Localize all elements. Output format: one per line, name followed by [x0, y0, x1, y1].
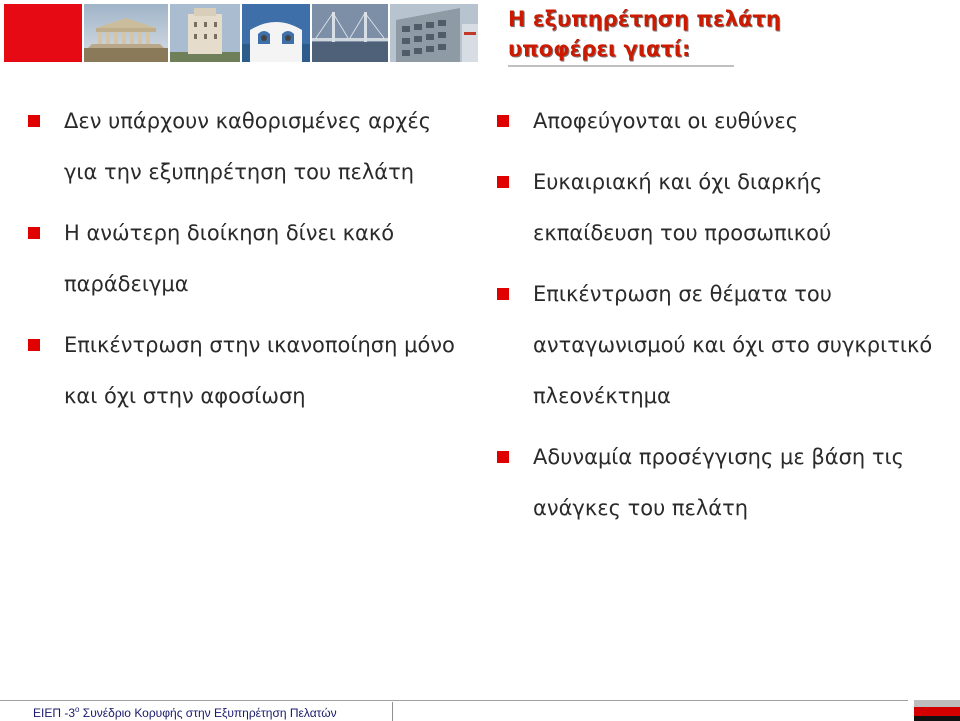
footer-caption: [33, 705, 337, 720]
list-item: [28, 96, 468, 198]
square-bullet-icon: [497, 451, 509, 463]
logo-grey-band: [914, 700, 960, 707]
title-line-2: υποφέρει γιατί:: [508, 37, 691, 61]
logo-black-band: [914, 716, 960, 721]
square-bullet-icon: [497, 288, 509, 300]
square-bullet-icon: [497, 176, 509, 188]
bullet-text: Δεν υπάρχουν καθορισμένες αρχές για την εξυπηρέτηση του πελάτη: [64, 109, 432, 184]
list-item: [497, 157, 937, 259]
slide-title: [508, 4, 808, 64]
bullet-text: Αποφεύγονται οι ευθύνες: [533, 109, 799, 133]
church-bells-photo: [242, 4, 310, 62]
square-bullet-icon: [497, 115, 509, 127]
bullet-text: Επικέντρωση σε θέματα του ανταγωνισμού και όχι στο συγκριτικό πλεονέκτημα: [533, 282, 933, 408]
bullet-text: Η ανώτερη διοίκηση δίνει κακό παράδειγμα: [64, 221, 395, 296]
footer-superscript: ο: [75, 705, 80, 714]
square-bullet-icon: [28, 115, 40, 127]
list-item: [497, 96, 937, 147]
title-line-1: Η εξυπηρέτηση πελάτη: [508, 7, 781, 31]
bullet-text: Αδυναμία προσέγγισης με βάση τις ανάγκες του πελάτη: [533, 445, 904, 520]
list-item: [497, 269, 937, 422]
brand-red-block: [4, 4, 82, 62]
bridge-photo: [312, 4, 388, 62]
logo-red-band: [914, 707, 960, 716]
square-bullet-icon: [28, 227, 40, 239]
left-bullet-list: [28, 96, 468, 422]
right-bullet-list: [497, 96, 937, 534]
list-item: [497, 432, 937, 534]
bullet-text: Ευκαιριακή και όχι διαρκής εκπαίδευση του προσωπικού: [533, 170, 832, 245]
footer-prefix: ΕΙΕΠ -3: [33, 706, 76, 720]
footer-suffix: Συνέδριο Κορυφής στην Εξυπηρέτηση Πελατών: [79, 706, 337, 720]
footer-separator: [392, 702, 393, 721]
title-underline: [508, 65, 734, 67]
header-banner: [0, 0, 540, 66]
footer-divider: [0, 700, 908, 701]
acropolis-photo: [84, 4, 168, 62]
white-tower-photo: [170, 4, 240, 62]
list-item: [28, 320, 468, 422]
bank-building-photo: [390, 4, 478, 62]
bullet-text: Επικέντρωση στην ικανοποίηση μόνο και όχι στην αφοσίωση: [64, 333, 455, 408]
square-bullet-icon: [28, 339, 40, 351]
list-item: [28, 208, 468, 310]
